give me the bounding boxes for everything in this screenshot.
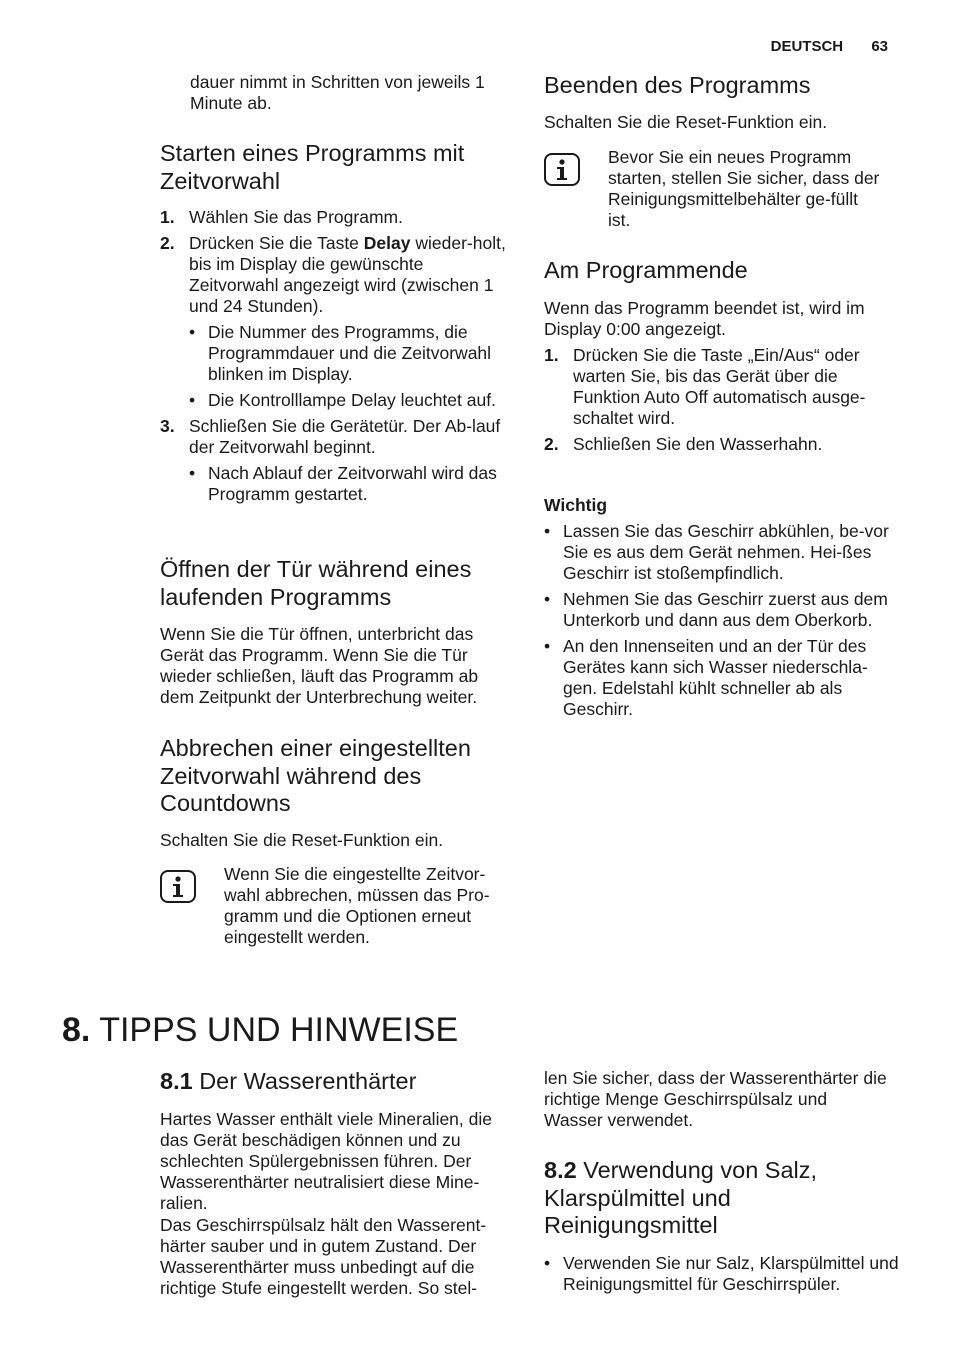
info-icon	[544, 153, 580, 186]
section-8-2-bullets	[544, 1253, 904, 1300]
end-program-text: Schalten Sie die Reset-Funktion ein.	[544, 112, 828, 132]
list-item: • Nach Ablauf der Zeitvorwahl wird das Programm gestartet.	[189, 463, 515, 505]
program-end-text: Wenn das Programm beendet ist, wird im Display 0:00 angezeigt.	[544, 298, 865, 339]
heading-start-delay: Starten eines Programms mit Zeitvorwahl	[160, 140, 465, 194]
list-item: 3. Schließen Sie die Gerätetür. Der Ab-lauf der Zeitvorwahl beginnt. • Nach Ablauf der Zeitvorwahl wird das Programm gestartet.	[160, 416, 515, 505]
step-number: 1.	[160, 207, 175, 227]
step-number: 2.	[544, 434, 559, 454]
chapter-number: 8.	[62, 1011, 91, 1049]
list-item: • An den Innenseiten und an der Tür des Gerätes kann sich Wasser niederschla-gen. Edelstahl kühlt schneller ab als Geschirr.	[544, 636, 899, 720]
page-header	[0, 38, 888, 55]
info-text: Bevor Sie ein neues Programm starten, stellen Sie sicher, dass der Reinigungsmittelbehälter ge-füllt ist.	[608, 147, 880, 230]
heading-section-8-1	[160, 1068, 510, 1096]
important-bullets	[544, 521, 899, 725]
info-note-end	[544, 147, 894, 231]
heading-end-program: Beenden des Programms	[544, 72, 811, 98]
chapter-title: TIPPS UND HINWEISE	[99, 1011, 459, 1049]
list-item: • Die Nummer des Programms, die Programmdauer und die Zeitvorwahl blinken im Display.	[189, 322, 515, 385]
chapter-heading	[62, 1008, 458, 1052]
section-number: 8.1	[160, 1068, 193, 1094]
list-item: • Verwenden Sie nur Salz, Klarspülmittel und Reinigungsmittel für Geschirrspüler.	[544, 1253, 904, 1295]
info-text: Wenn Sie die eingestellte Zeitvor-wahl abbrechen, müssen das Pro-gramm und die Optionen erneut eingestellt werden.	[224, 864, 490, 947]
cancel-delay-text: Schalten Sie die Reset-Funktion ein.	[160, 830, 444, 850]
start-delay-steps	[160, 207, 515, 510]
step-3-bullets	[189, 463, 515, 505]
heading-program-end: Am Programmende	[544, 257, 748, 283]
program-end-steps	[544, 345, 894, 460]
list-item: • Die Kontrolllampe Delay leuchtet auf.	[189, 390, 515, 411]
info-i-glyph	[170, 876, 186, 898]
list-item: 2. Drücken Sie die Taste Delay wieder-holt, bis im Display die gewünschte Zeitvorwahl angezeigt wird (zwischen 1 und 24 Stunden). • Die Nummer des Programms, die Programmdauer und die Zeitvorwahl blinken im Display. • Die Kontrolllampe Delay leuchtet auf.	[160, 233, 515, 411]
info-i-glyph	[554, 159, 570, 181]
step-number: 2.	[160, 233, 175, 253]
section-title: Der Wasserenthärter	[199, 1068, 417, 1094]
delay-key-label: Delay	[363, 233, 411, 253]
important-label: Wichtig	[544, 495, 608, 515]
info-icon	[160, 870, 196, 903]
section-8-1-continued: len Sie sicher, dass der Wasserenthärter die richtige Menge Geschirrspülsalz und Wasser verwendet.	[544, 1068, 887, 1130]
intro-text: dauer nimmt in Schritten von jeweils 1 Minute ab.	[190, 72, 485, 113]
heading-cancel-delay: Abbrechen einer eingestellten Zeitvorwahl während des Countdowns	[160, 735, 471, 816]
list-item: 2. Schließen Sie den Wasserhahn.	[544, 434, 823, 454]
heading-section-8-2	[544, 1157, 874, 1240]
info-note-cancel	[160, 864, 516, 948]
open-door-text: Wenn Sie die Tür öffnen, unterbricht das Gerät das Programm. Wenn Sie die Tür wieder schließen, läuft das Programm ab dem Zeitpunkt der Unterbrechung weiter.	[160, 624, 479, 707]
section-number: 8.2	[544, 1157, 577, 1183]
header-section: DEUTSCH	[770, 38, 844, 55]
step-number: 1.	[544, 345, 559, 365]
step-number: 3.	[160, 416, 175, 436]
step-2-bullets	[189, 322, 515, 411]
page-number: 63	[871, 38, 888, 55]
list-item: • Nehmen Sie das Geschirr zuerst aus dem Unterkorb und dann aus dem Oberkorb.	[544, 589, 899, 631]
list-item: 1. Wählen Sie das Programm.	[160, 207, 403, 227]
section-8-1-para1: Hartes Wasser enthält viele Mineralien, die das Gerät beschädigen können und zu schlechten Spülergebnissen führen. Der Wasserenthärter neutralisiert diese Mine-ralien.	[160, 1109, 492, 1213]
section-title: Verwendung von Salz, Klarspülmittel und Reinigungsmittel	[544, 1157, 818, 1238]
section-8-1-para2: Das Geschirrspülsalz hält den Wasserent-härter sauber und in gutem Zustand. Der Wasserenthärter muss unbedingt auf die richtige Stufe eingestellt werden. So stel-	[160, 1215, 487, 1298]
heading-open-door: Öffnen der Tür während eines laufenden Programms	[160, 556, 472, 610]
list-item: 1. Drücken Sie die Taste „Ein/Aus“ oder warten Sie, bis das Gerät über die Funktion Auto Off automatisch ausge-schaltet wird.	[544, 345, 866, 428]
list-item: • Lassen Sie das Geschirr abkühlen, be-vor Sie es aus dem Gerät nehmen. Hei-ßes Geschirr ist stoßempfindlich.	[544, 521, 899, 584]
